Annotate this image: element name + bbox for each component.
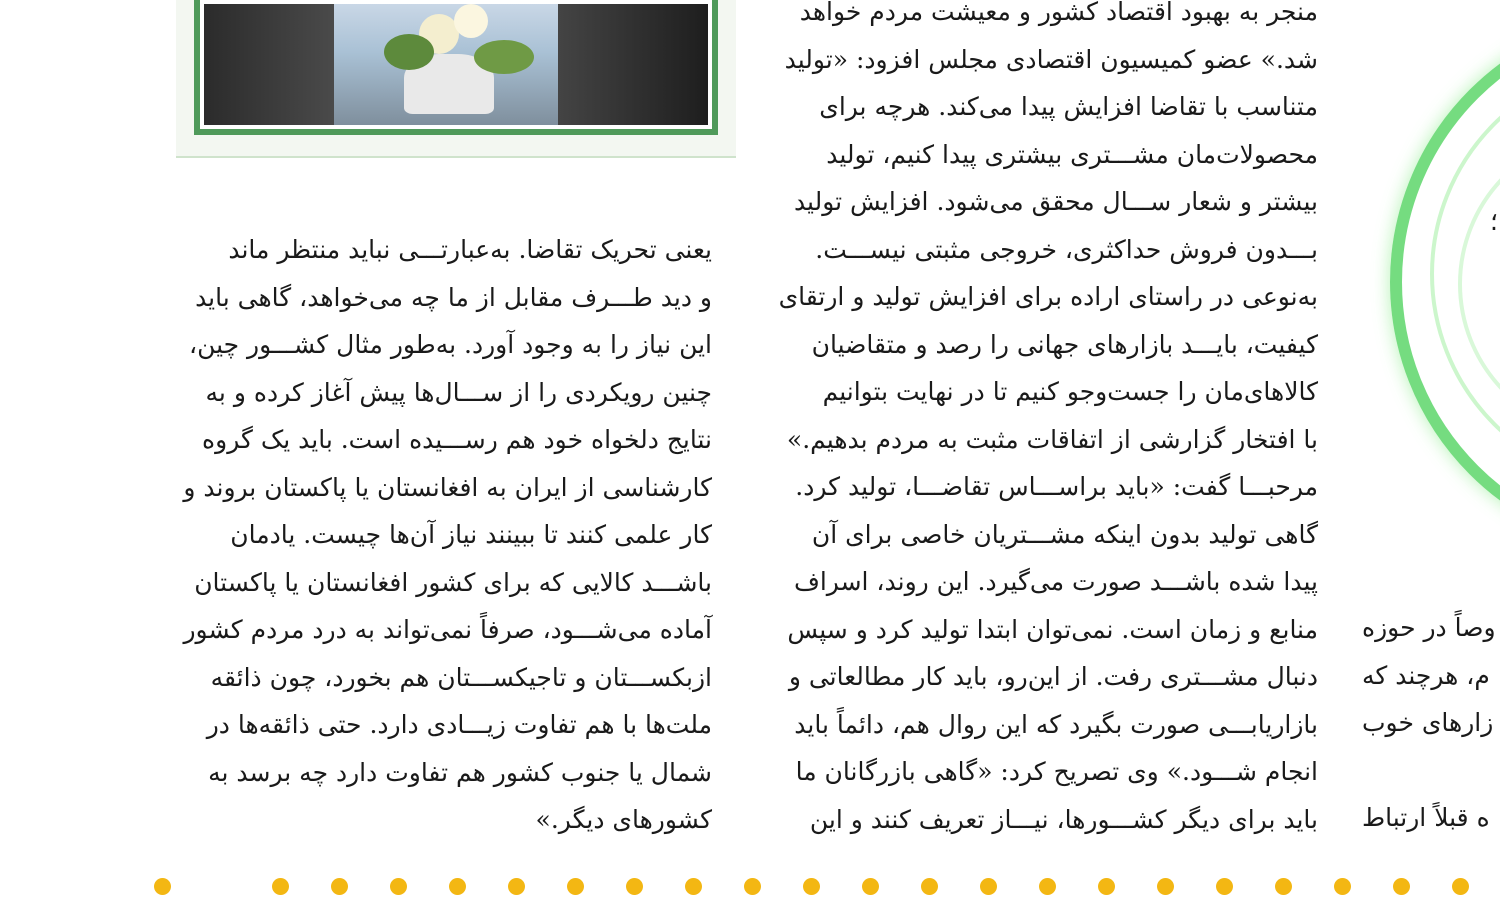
right-column-line: زارهای خوب — [1362, 708, 1494, 737]
divider-dot — [803, 878, 820, 895]
dotted-divider — [150, 878, 1500, 898]
divider-dot — [154, 878, 171, 895]
text-line: یعنی تحریک تقاضا. به‌عبارتـــی نباید منتظر ماند — [228, 235, 712, 264]
article-column-left — [152, 226, 712, 844]
divider-dot — [567, 878, 584, 895]
photo-person-left — [204, 4, 334, 125]
column-middle-text — [758, 0, 1318, 843]
divider-dot — [1334, 878, 1351, 895]
text-line: آماده می‌شـــود، صرفاً نمی‌تواند به درد مردم کشور — [183, 615, 712, 644]
right-column-fragment — [1362, 198, 1500, 248]
divider-dot — [862, 878, 879, 895]
divider-dot — [1452, 878, 1469, 895]
text-line: کشورهای دیگر.» — [535, 805, 712, 834]
text-line: انجام شـــود.» وی تصریح کرد: «گاهی بازرگانان ما — [795, 757, 1318, 786]
right-column-line: وصاً در حوزه — [1362, 613, 1496, 642]
photo-flower — [454, 4, 488, 38]
text-line: شد.» عضو کمیسیون اقتصادی مجلس افزود: «تولید — [784, 44, 1318, 74]
divider-dot — [449, 878, 466, 895]
text-line: نتایج دلخواه خود هم رســـیده است. باید یک گروه — [202, 425, 712, 454]
divider-dot — [331, 878, 348, 895]
divider-dot — [626, 878, 643, 895]
text-line: بـــدون فروش حداکثری، خروجی مثبتی نیســـت. — [815, 234, 1318, 264]
text-line: مرحبـــا گفت: «باید براســـاس تقاضـــا، تولید کرد. — [795, 472, 1318, 501]
text-line: منابع و زمان است. نمی‌توان ابتدا تولید کرد و سپس — [787, 614, 1318, 644]
divider-dot — [1275, 878, 1292, 895]
text-line: متناسب با تقاضا افزایش پیدا می‌کند. هرچه برای — [819, 92, 1318, 121]
divider-dot — [1216, 878, 1233, 895]
divider-dot — [272, 878, 289, 895]
text-line: این نیاز را به وجود آورد. به‌طور مثال کشـــور چین، — [189, 330, 712, 359]
text-line: بیشتر و شعار ســـال محقق می‌شود. افزایش تولید — [793, 187, 1318, 216]
divider-dot — [1039, 878, 1056, 895]
text-line: ملت‌ها با هم تفاوت زیـــادی دارد. حتی ذائقه‌ها در — [206, 710, 712, 739]
text-line: منجر به بهبود اقتصاد کشور و معیشت مردم خواهد — [799, 0, 1318, 26]
text-line: باید برای دیگر کشـــورها، نیـــاز تعریف کنند و این — [809, 804, 1318, 834]
photo-person-right — [558, 4, 708, 125]
divider-dot — [1157, 878, 1174, 895]
article-photo — [204, 4, 708, 125]
text-line: شمال یا جنوب کشور هم تفاوت دارد چه برسد به — [208, 757, 712, 787]
text-line: به‌نوعی در راستای اراده برای افزایش تولید و ارتقای — [778, 282, 1318, 311]
divider-dot — [980, 878, 997, 895]
text-line: ازبکســـتان و تاجیکســـتان هم بخورد، چون ذائقه — [210, 662, 712, 692]
text-line: کیفیت، بایـــد بازارهای جهانی را رصد و متقاضیان — [811, 329, 1318, 359]
divider-dot — [921, 878, 938, 895]
column-left-text — [152, 226, 712, 844]
divider-dot — [744, 878, 761, 895]
text-line: چنین رویکردی را از ســـال‌ها پیش آغاز کرده و به — [205, 377, 712, 407]
text-line: باشـــد کالایی که برای کشور افغانستان یا پاکستان — [194, 567, 712, 597]
photo-flower — [384, 34, 434, 70]
divider-dot — [508, 878, 525, 895]
text-line: و دید طـــرف مقابل از ما چه می‌خواهد، گاهی باید — [195, 282, 712, 312]
text-line: کالاهای‌مان را جست‌وجو کنیم تا در نهایت بتوانیم — [822, 377, 1318, 406]
photo-flower — [474, 40, 534, 74]
text-line: با افتخار گزارشی از اتفاقات مثبت به مردم بدهیم.» — [786, 424, 1318, 454]
divider-dot — [1393, 878, 1410, 895]
right-column-partial — [1362, 604, 1500, 834]
right-column-line: ه قبلاً ارتباط — [1362, 803, 1490, 832]
right-column-fragment-glyph: ؛ — [1490, 207, 1498, 236]
divider-dot — [685, 878, 702, 895]
article-column-middle — [758, 0, 1318, 843]
text-line: محصولات‌مان مشـــتری بیشتری پیدا کنیم، تولید — [826, 139, 1318, 169]
photo-frame — [176, 0, 736, 158]
text-line: کارشناسی از ایران به افغانستان یا پاکستان بروند و — [183, 472, 712, 502]
text-line: پیدا شده باشـــد صورت می‌گیرد. این روند، اسراف — [793, 567, 1318, 596]
text-line: گاهی تولید بدون اینکه مشـــتریان خاصی برای آن — [811, 519, 1318, 549]
text-line: دنبال مشـــتری رفت. از این‌رو، باید کار مطالعاتی و — [788, 662, 1318, 691]
divider-dot — [390, 878, 407, 895]
text-line: کار علمی کنند تا ببینند نیاز آن‌ها چیست. یادمان — [230, 520, 712, 549]
photo-border — [194, 0, 718, 135]
divider-dot — [1098, 878, 1115, 895]
text-line: بازاریابـــی صورت بگیرد که این روال هم، دائماً باید — [794, 709, 1318, 739]
right-column-line: م، هرچند که — [1362, 660, 1490, 690]
